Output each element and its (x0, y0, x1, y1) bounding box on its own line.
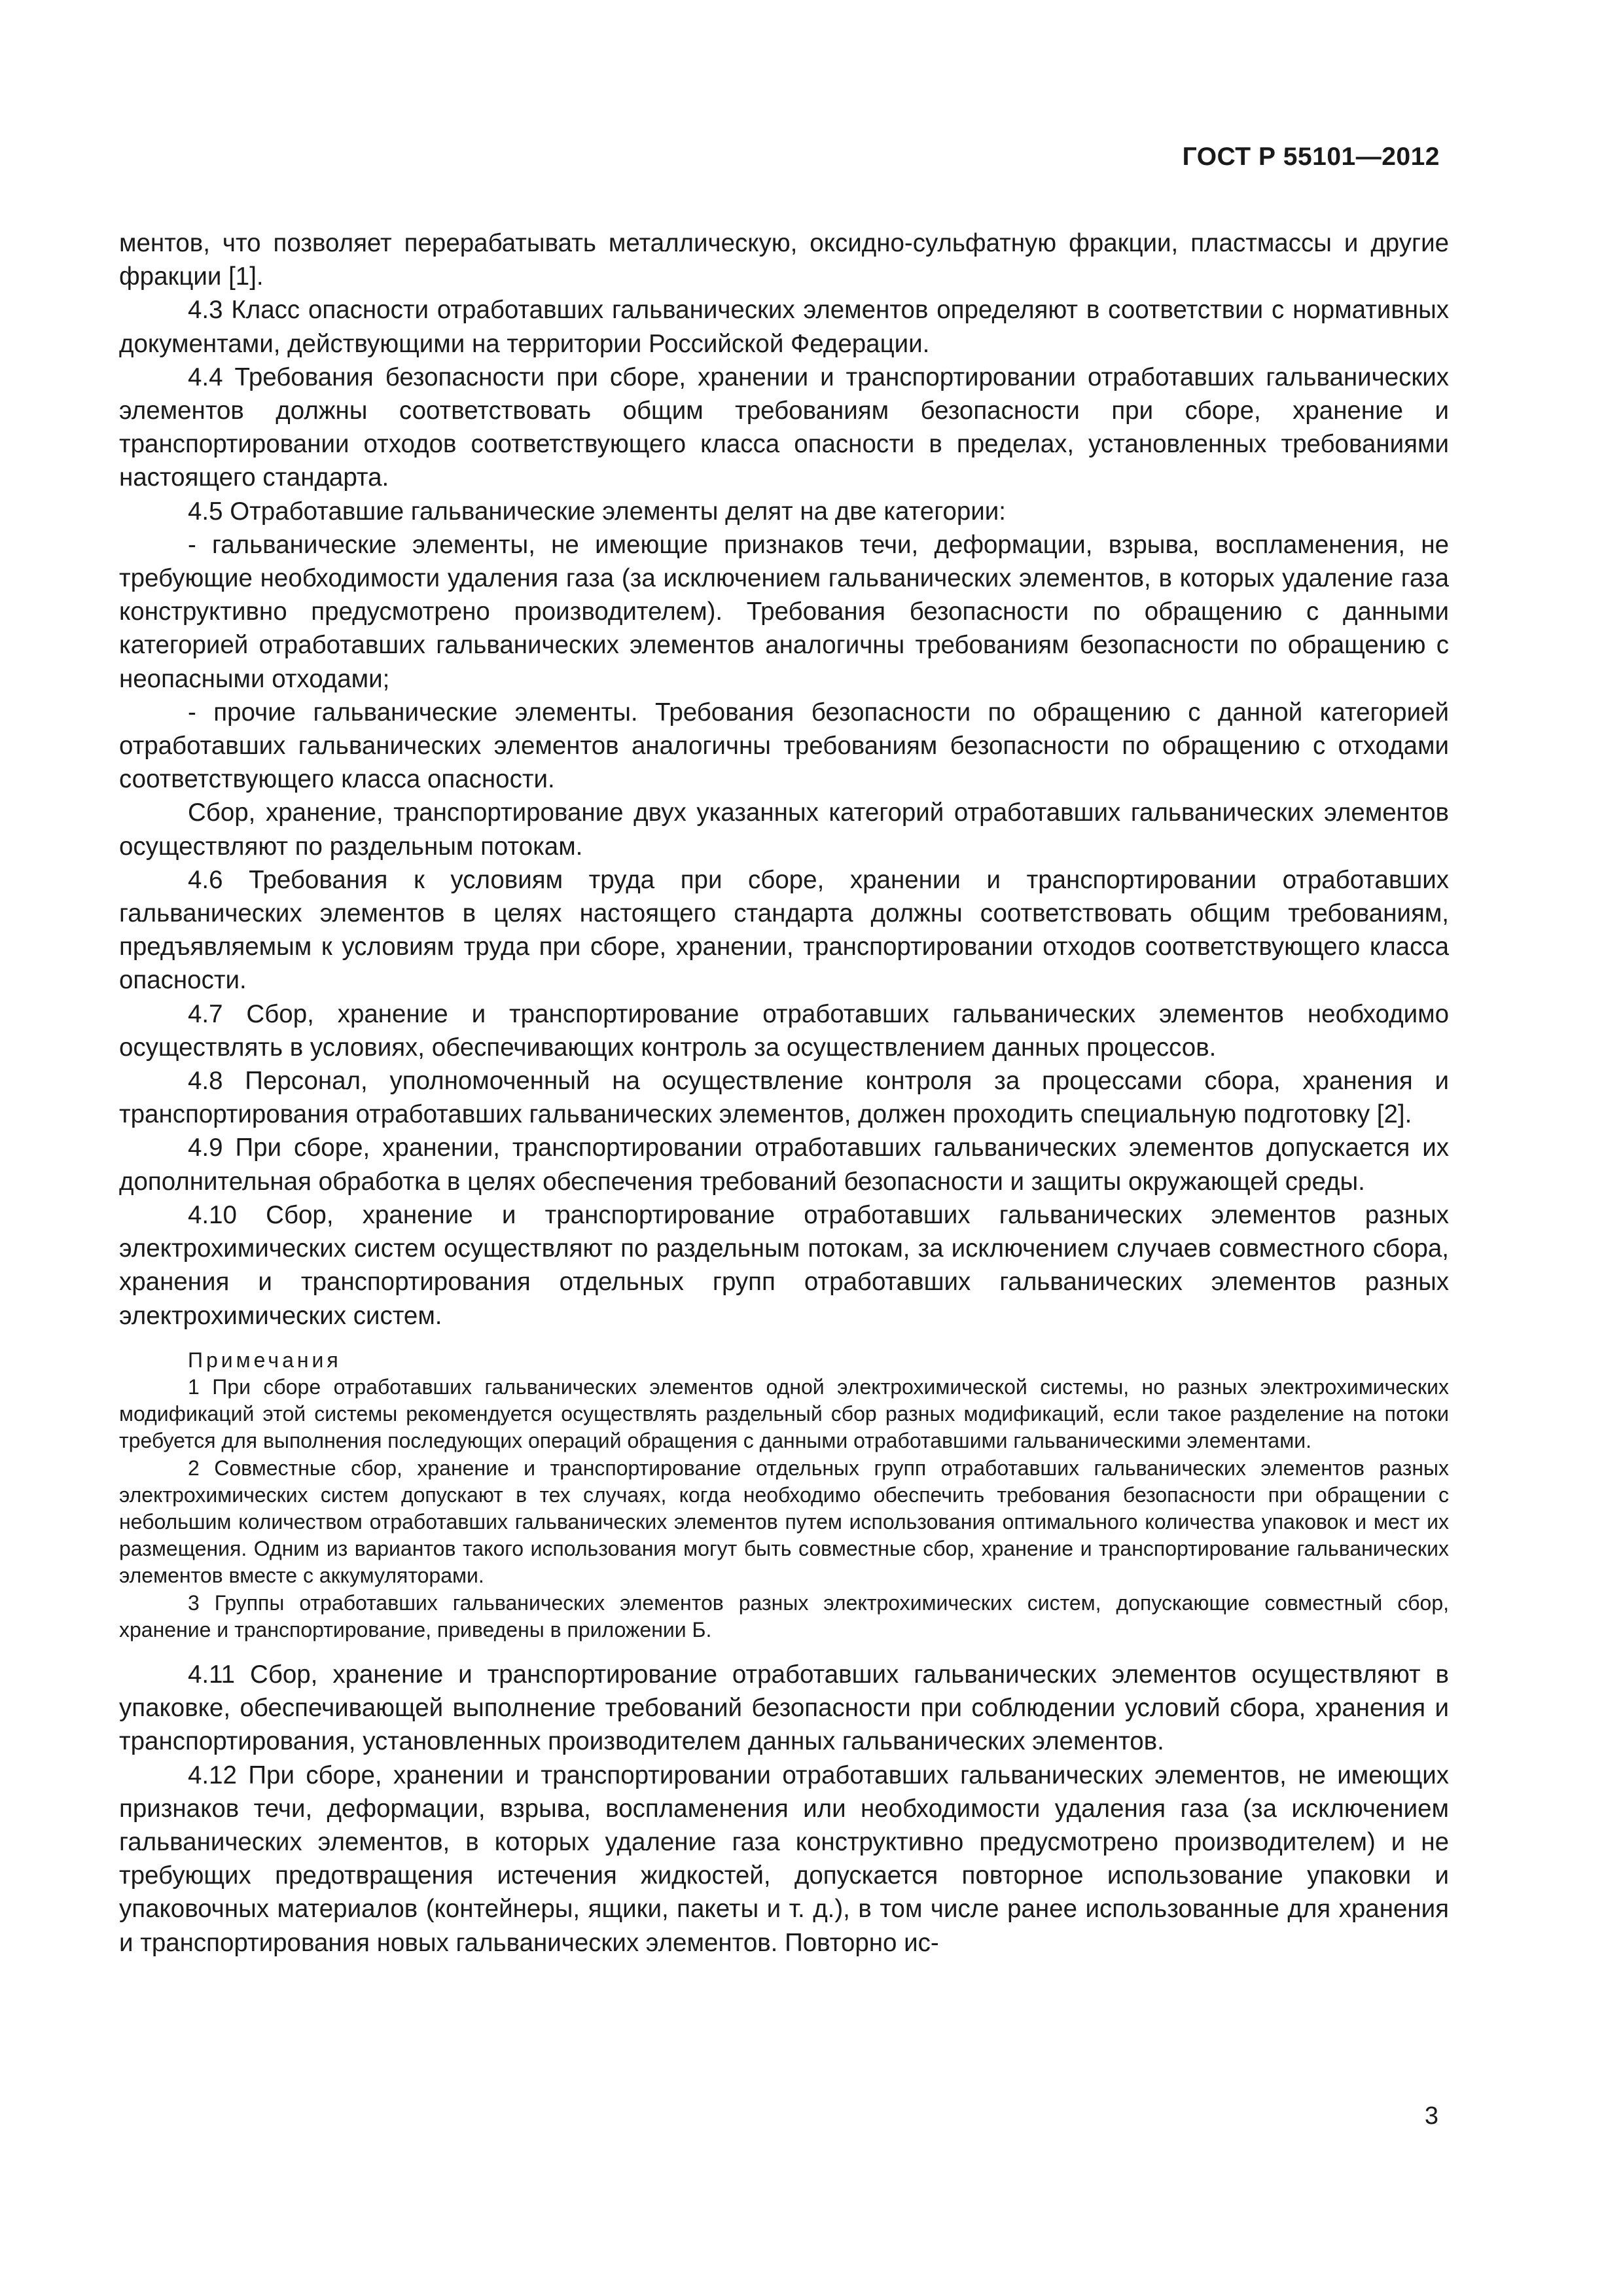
notes-title: Примечания (188, 1348, 342, 1372)
document-body (119, 226, 1449, 1960)
paragraph-4-8: 4.8 Персонал, уполномоченный на осуществление контроля за процессами сбора, хранения и транспортирования отработавших гальванических элементов, должен проходить специальную подготовку [2]. (119, 1067, 1449, 1129)
paragraph-continuation: ментов, что позволяет перерабатывать металлическую, оксидно-сульфатную фракции, пластмассы и другие фракции [1]. (119, 229, 1449, 291)
paragraph-4-9: 4.9 При сборе, хранении, транспортировании отработавших гальванических элементов допускается их дополнительная обработка в целях обеспечения требований безопасности и защиты окружающей среды. (119, 1134, 1449, 1196)
paragraph-4-7: 4.7 Сбор, хранение и транспортирование отработавших гальванических элементов необходимо осуществлять в условиях, обеспечивающих контроль за осуществлением данных процессов. (119, 999, 1449, 1062)
paragraph-4-3: 4.3 Класс опасности отработавших гальванических элементов определяют в соответствии с нормативных документами, действующими на территории Российской Федерации. (119, 296, 1449, 358)
paragraph-4-5: 4.5 Отработавшие гальванические элементы делят на две категории: (188, 497, 1006, 526)
paragraph-4-12: 4.12 При сборе, хранении и транспортировании отработавших гальванических элементов, не имеющих признаков течи, деформации, взрыва, воспламенения или необходимости удаления газа (за исключением гальванических элементов, в которых удаление газа конструктивно предусмотрено производителем) и не требующих предотвращения истечения жидкостей, допускается повторное использование упаковки и упаковочных материалов (контейнеры, ящики, пакеты и т. д.), в том числе ранее использованные для хранения и транспортирования новых гальванических элементов. Повторно ис- (119, 1761, 1449, 1957)
paragraph-4-6: 4.6 Требования к условиям труда при сборе, хранении и транспортировании отработавших гальванических элементов в целях настоящего стандарта должны соответствовать общим требованиям, предъявляемым к условиям труда при сборе, хранении, транспортировании отходов соответствующего класса опасности. (119, 865, 1449, 995)
document-code-header: ГОСТ Р 55101—2012 (1182, 143, 1440, 171)
note-item-2: 2 Совместные сбор, хранение и транспортирование отдельных групп отработавших гальванических элементов разных электрохимических систем допускают в тех случаях, когда необходимо обеспечить требования безопасности при обращении с небольшим количеством отработавших гальванических элементов путем использования оптимального количества упаковок и мест их размещения. Одним из вариантов такого использования могут быть совместные сбор, хранение и транспортирование гальванических элементов вместе с аккумуляторами. (119, 1456, 1449, 1588)
note-item-3: 3 Группы отработавших гальванических элементов разных электрохимических систем, допускающие совместный сбор, хранение и транспортирование, приведены в приложении Б. (119, 1590, 1449, 1641)
paragraph-4-4: 4.4 Требования безопасности при сборе, хранении и транспортировании отработавших гальванических элементов должны соответствовать общим требованиям безопасности при сборе, хранение и транспортировании отходов соответствующего класса опасности в пределах, установленных требованиями настоящего стандарта. (119, 363, 1449, 492)
paragraph-collection-streams: Сбор, хранение, транспортирование двух указанных категорий отработавших гальванических элементов осуществляют по раздельным потокам. (119, 798, 1449, 861)
note-item-1: 1 При сборе отработавших гальванических элементов одной электрохимической системы, но разных электрохимических модификаций этой системы рекомендуется осуществлять раздельный сбор разных модификаций, если такое разделение на потоки требуется для выполнения последующих операций обращения с данными отработавшими гальваническими элементами. (119, 1374, 1449, 1453)
paragraph-4-10: 4.10 Сбор, хранение и транспортирование отработавших гальванических элементов разных электрохимических систем осуществляют по раздельным потокам, за исключением случаев совместного сбора, хранения и транспортирования отдельных групп отработавших гальванических элементов разных электрохимических систем. (119, 1200, 1449, 1330)
list-item-category-2: - прочие гальванические элементы. Требования безопасности по обращению с данной категорией отработавших гальванических элементов аналогичны требованиям безопасности по обращению с отходами соответствующего класса опасности. (119, 698, 1449, 794)
paragraph-4-11: 4.11 Сбор, хранение и транспортирование отработавших гальванических элементов осуществляют в упаковке, обеспечивающей выполнение требований безопасности при соблюдении условий сбора, хранения и транспортирования, установленных производителем данных гальванических элементов. (119, 1660, 1449, 1756)
page-number: 3 (1424, 2102, 1438, 2130)
notes-block (119, 1347, 1449, 1643)
list-item-category-1: - гальванические элементы, не имеющие признаков течи, деформации, взрыва, воспламенения, не требующие необходимости удаления газа (за исключением гальванических элементов, в которых удаление газа конструктивно предусмотрено производителем). Требования безопасности по обращению с данными категорией отработавших гальванических элементов аналогичны требованиям безопасности по обращению с неопасными отходами; (119, 530, 1449, 693)
